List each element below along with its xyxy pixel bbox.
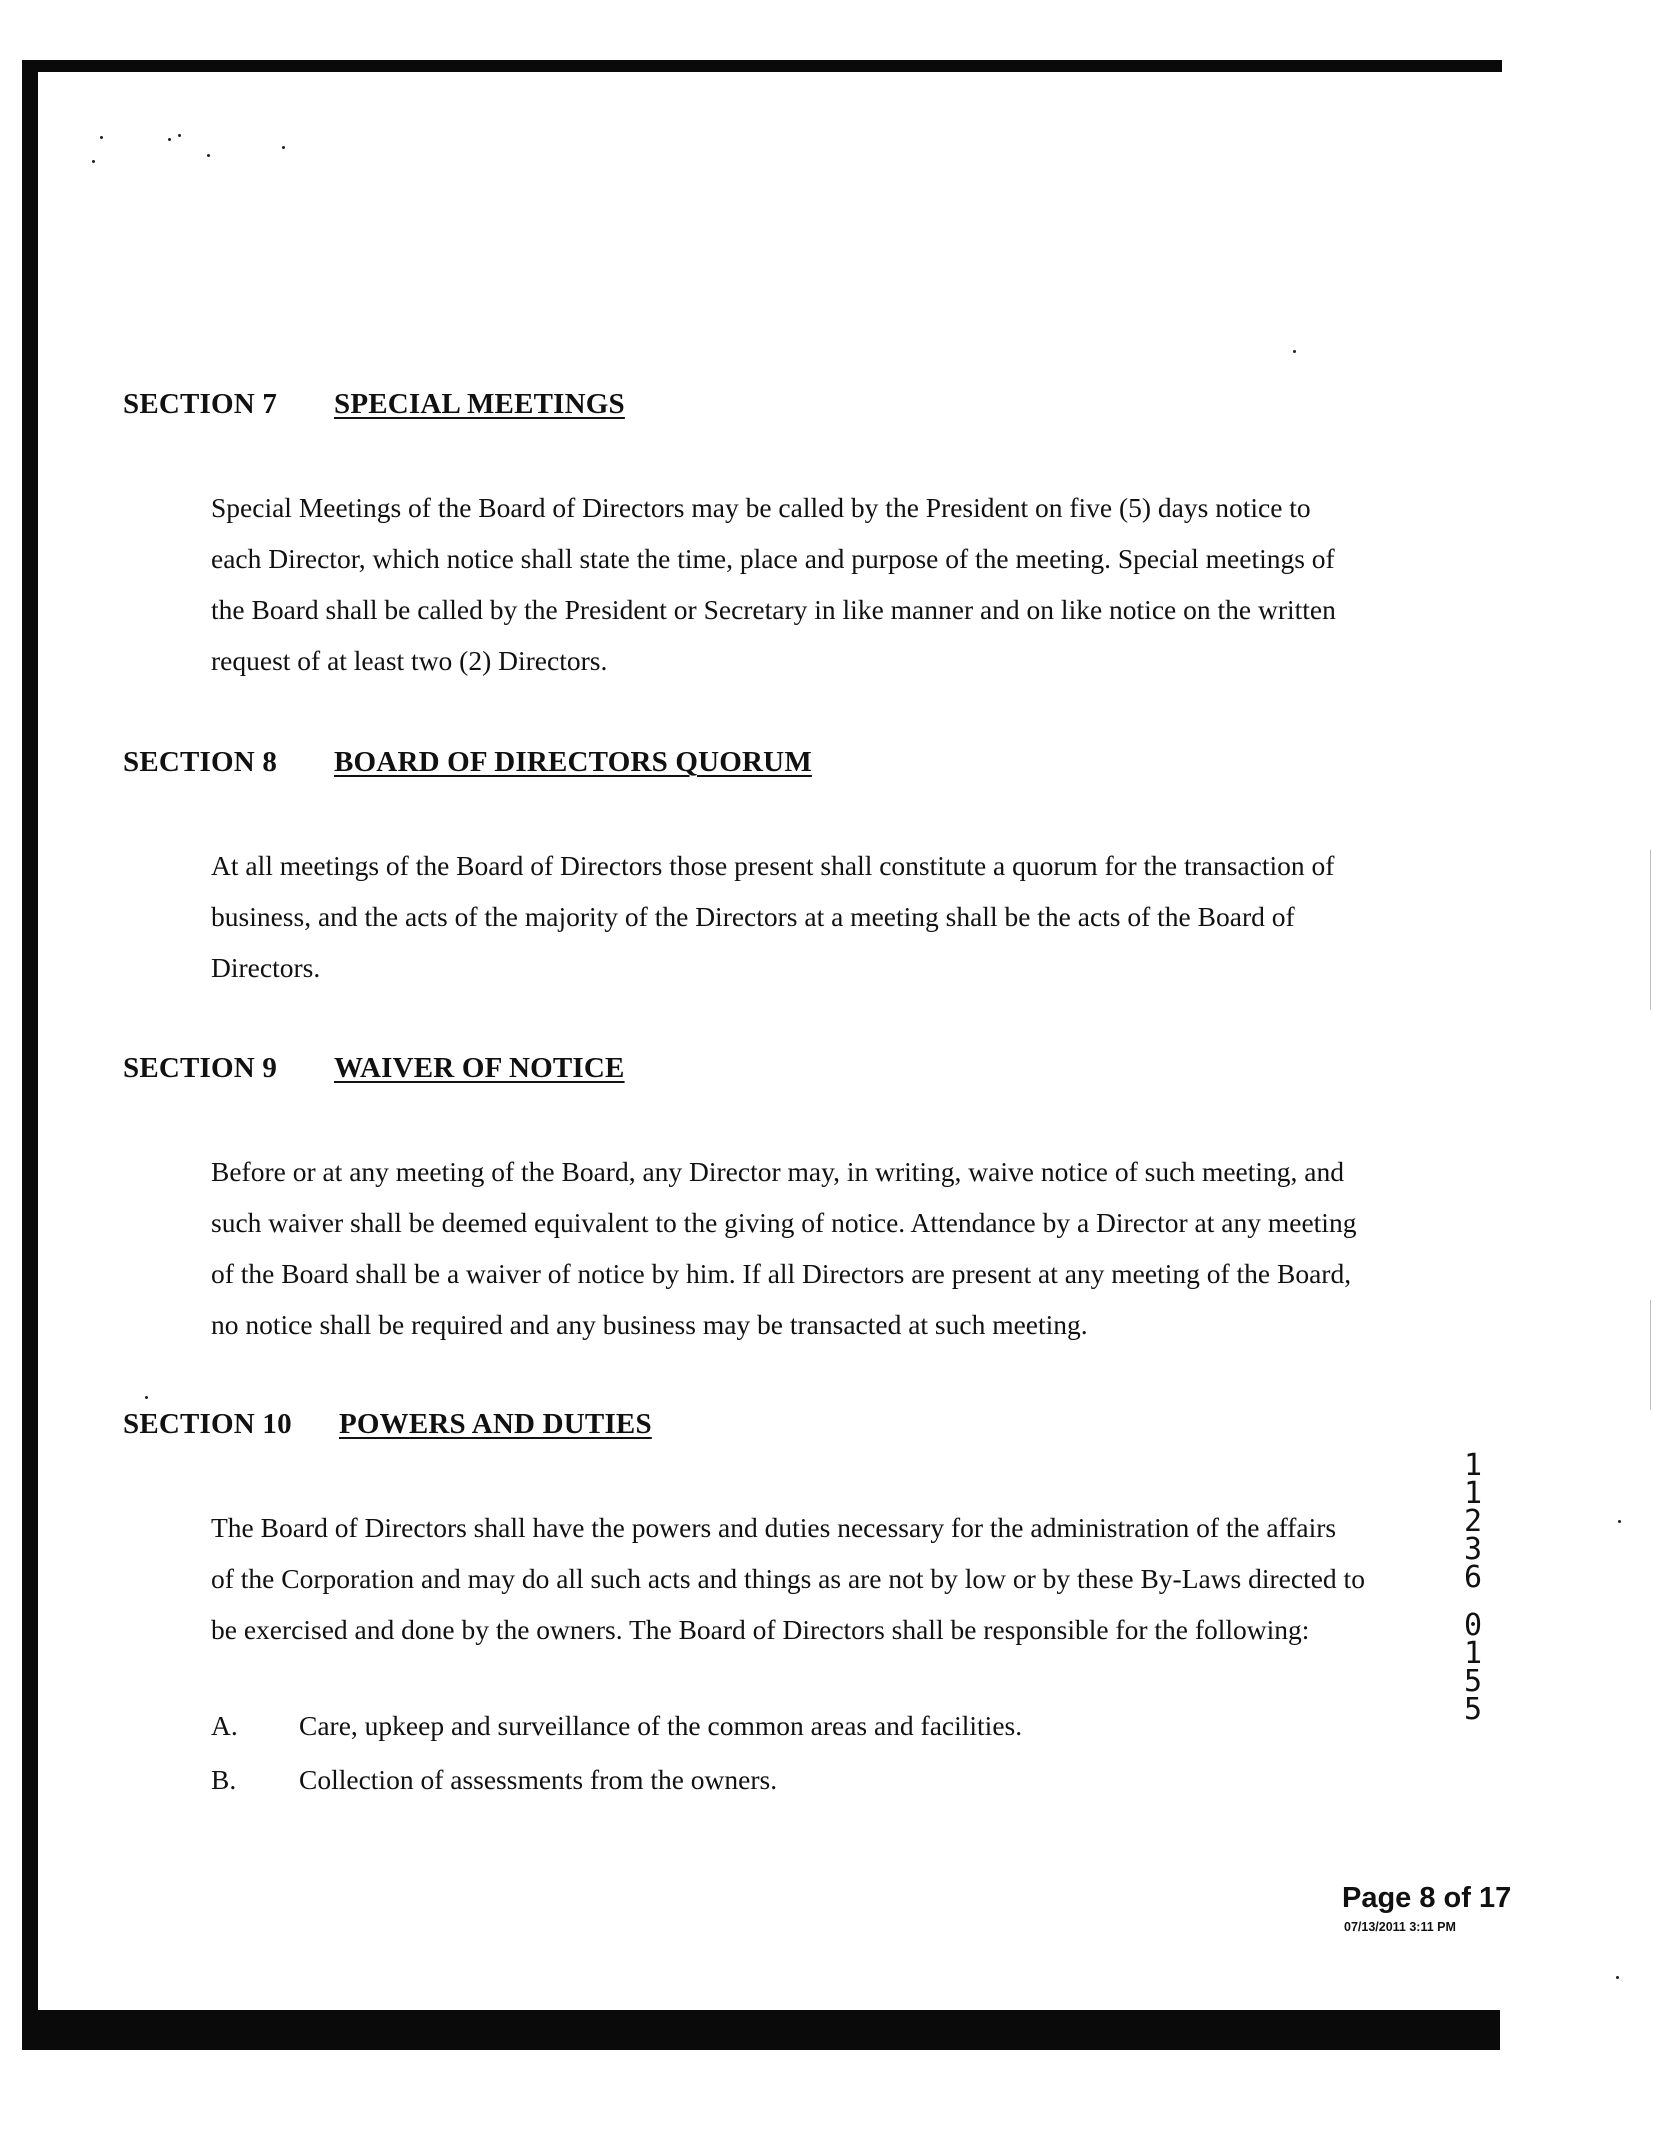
scan-speck: [145, 1396, 148, 1399]
section-7-heading: [123, 388, 625, 421]
stamp-digit: 1: [1463, 1448, 1483, 1483]
section-10-heading: [123, 1408, 652, 1441]
paragraph-line: request of at least two (2) Directors.: [211, 645, 608, 676]
paragraph-line: Before or at any meeting of the Board, any Director may, in writing, waive notice of such meeting, and: [211, 1156, 1344, 1187]
paragraph-line: no notice shall be required and any business may be transacted at such meeting.: [211, 1309, 1088, 1340]
list-item-text: Collection of assessments from the owners.: [299, 1764, 778, 1795]
scan-border-bottom: [22, 2010, 1500, 2050]
paragraph-line: each Director, which notice shall state the time, place and purpose of the meeting. Special meetings of: [211, 543, 1335, 574]
stamp-digit: 1: [1463, 1476, 1483, 1511]
list-item-text: Care, upkeep and surveillance of the common areas and facilities.: [299, 1710, 1023, 1741]
section-number: SECTION 7: [123, 388, 278, 420]
stamp-digit: 6: [1463, 1560, 1483, 1595]
paragraph-line: The Board of Directors shall have the powers and duties necessary for the administration of the affairs: [211, 1512, 1337, 1543]
stamp-digit: 2: [1463, 1504, 1483, 1539]
print-timestamp: 07/13/2011 3:11 PM: [1344, 1920, 1456, 1934]
paragraph-line: Directors.: [211, 952, 321, 983]
paragraph-line: At all meetings of the Board of Directors those present shall constitute a quorum for the transaction of: [211, 850, 1335, 881]
section-7-paragraph: [211, 482, 1441, 686]
stamp-digit: 5: [1463, 1664, 1483, 1699]
section-number: SECTION 9: [123, 1052, 278, 1084]
scan-speck: [92, 160, 95, 163]
section-number: SECTION 8: [123, 746, 278, 778]
section-title: POWERS AND DUTIES: [339, 1408, 652, 1440]
paragraph-line: business, and the acts of the majority of the Directors at a meeting shall be the acts of the Board of: [211, 901, 1295, 932]
section-title: BOARD OF DIRECTORS QUORUM: [334, 746, 812, 778]
scan-speck: [1616, 1976, 1619, 1979]
list-item: [211, 1710, 1022, 1742]
paragraph-line: Special Meetings of the Board of Directors may be called by the President on five (5) days notice to: [211, 492, 1311, 523]
stamp-digit: 0: [1463, 1608, 1483, 1643]
scan-edge-mark: [1650, 850, 1651, 1010]
scan-edge-mark: [1650, 1300, 1651, 1410]
section-8-paragraph: [211, 840, 1441, 993]
list-item: [211, 1764, 777, 1796]
stamp-digit: 5: [1463, 1692, 1483, 1727]
paragraph-line: of the Corporation and may do all such acts and things as are not by low or by these By-Laws directed to: [211, 1563, 1365, 1594]
scan-border-top-thin: [1100, 68, 1502, 71]
section-10-paragraph: [211, 1502, 1441, 1655]
scan-speck: [282, 146, 285, 149]
scan-speck: [100, 136, 103, 139]
list-item-letter: B.: [211, 1764, 237, 1795]
scan-border-left: [22, 60, 38, 2050]
section-8-heading: [123, 746, 812, 779]
stamp-digit: 1: [1463, 1636, 1483, 1671]
paragraph-line: the Board shall be called by the President or Secretary in like manner and on like notice on the written: [211, 594, 1336, 625]
scan-speck: [178, 134, 181, 137]
section-title: SPECIAL MEETINGS: [334, 388, 625, 420]
stamp-digit: 3: [1463, 1532, 1483, 1567]
section-title: WAIVER OF NOTICE: [334, 1052, 625, 1084]
paragraph-line: be exercised and done by the owners. The Board of Directors shall be responsible for the following:: [211, 1614, 1310, 1645]
scan-speck: [1618, 1520, 1621, 1523]
section-number: SECTION 10: [123, 1408, 292, 1440]
paragraph-line: of the Board shall be a waiver of notice by him. If all Directors are present at any meeting of the Board,: [211, 1258, 1352, 1289]
scan-speck: [168, 138, 171, 141]
page-number: Page 8 of 17: [1342, 1882, 1512, 1914]
scan-speck: [1293, 350, 1296, 353]
list-item-letter: A.: [211, 1710, 238, 1741]
section-9-paragraph: [211, 1146, 1441, 1350]
paragraph-line: such waiver shall be deemed equivalent to the giving of notice. Attendance by a Director at any meeting: [211, 1207, 1357, 1238]
scan-speck: [207, 154, 210, 157]
recording-number-stamp: [1458, 1448, 1488, 1727]
section-9-heading: [123, 1052, 625, 1085]
